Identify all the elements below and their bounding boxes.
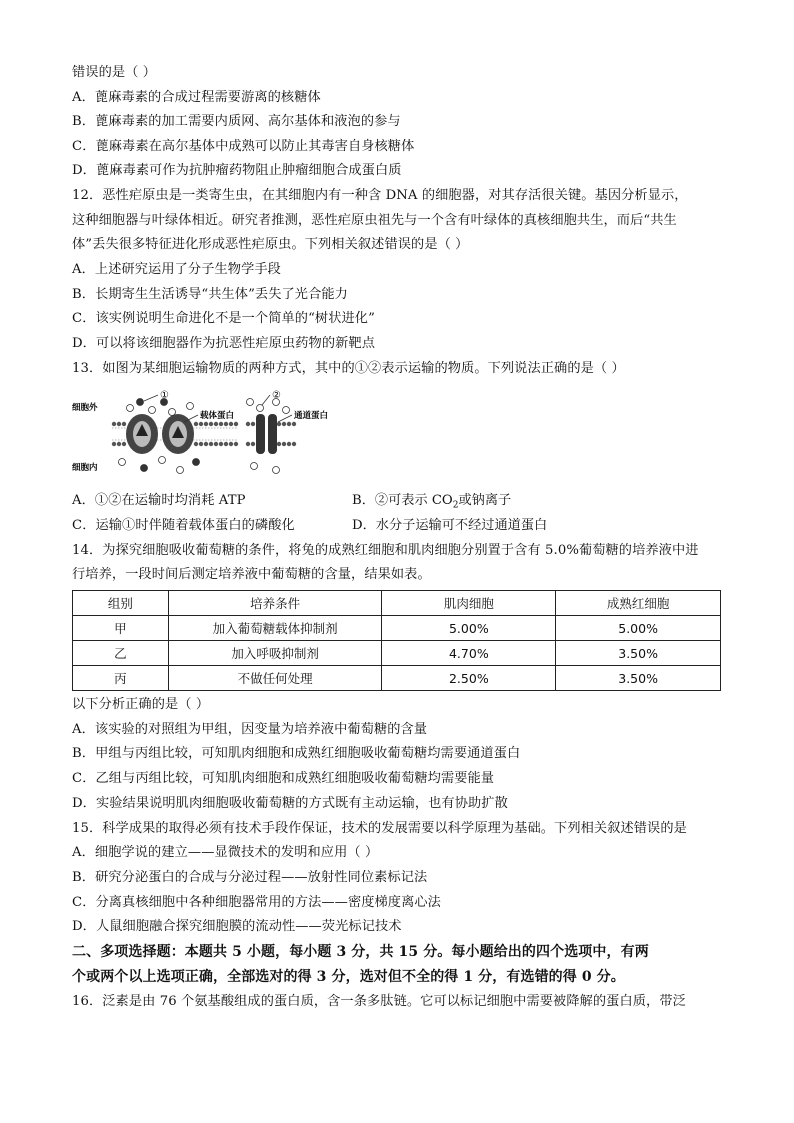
q14-after-table: 以下分析正确的是（ ）: [72, 697, 210, 712]
q14-option-a: A．该实验的对照组为甲组，因变量为培养液中葡萄糖的含量: [72, 722, 428, 737]
cell-condition: 加入呼吸抑制剂: [168, 641, 382, 666]
q11-stem-tail: 错误的是（ ）: [72, 65, 157, 80]
cell-rbc: 3.50%: [556, 641, 721, 666]
q11-option-a: A．蓖麻毒素的合成过程需要游离的核糖体: [72, 90, 321, 105]
q14-stem-line-2: 行培养，一段时间后测定培养液中葡萄糖的含量，结果如表。: [72, 567, 431, 582]
q13-option-c: C．运输①时伴随着载体蛋白的磷酸化: [72, 518, 295, 533]
q13-option-b-pre: B．②可表示 CO: [352, 493, 453, 508]
q11-option-b: B．蓖麻毒素的加工需要内质网、高尔基体和液泡的参与: [72, 114, 401, 129]
results-table: [72, 590, 721, 691]
q16-stem: 16．泛素是由 76 个氨基酸组成的蛋白质，含一条多肽链。它可以标记细胞中需要被降解的蛋白质，带泛: [72, 994, 686, 1009]
q13-option-d: D．水分子运输可不经过通道蛋白: [352, 518, 548, 533]
header-muscle-cell: 肌肉细胞: [382, 591, 556, 616]
cell-muscle: 4.70%: [382, 641, 556, 666]
header-group: 组别: [73, 591, 169, 616]
q15-option-b: B．研究分泌蛋白的合成与分泌过程——放射性同位素标记法: [72, 870, 428, 885]
label-channel: 通道蛋白: [294, 411, 329, 421]
q12-stem-line-1: 12．恶性疟原虫是一类寄生虫，在其细胞内有一种含 DNA 的细胞器，对其存活很关键。基因分析显示，: [72, 188, 688, 203]
q13-option-a: A．①②在运输时均消耗 ATP: [72, 493, 246, 508]
q15-option-a: A．细胞学说的建立——显微技术的发明和应用（ ）: [72, 845, 379, 860]
q12-option-b: B．长期寄生生活诱导“共生体”丢失了光合能力: [72, 287, 348, 302]
cell-group: 乙: [73, 641, 169, 666]
cell-condition: 不做任何处理: [168, 666, 382, 691]
cell-condition: 加入葡萄糖载体抑制剂: [168, 616, 382, 641]
q12-option-c: C．该实例说明生命进化不是一个简单的“树状进化”: [72, 311, 375, 326]
q13-option-b: [352, 492, 511, 515]
cell-group: 丙: [73, 666, 169, 691]
table-row: [73, 616, 721, 641]
cell-rbc: 5.00%: [556, 616, 721, 641]
label-carrier: 载体蛋白: [200, 411, 235, 421]
transport-diagram: [72, 388, 342, 480]
table-row: [73, 666, 721, 691]
q15-option-d: D．人鼠细胞融合探究细胞膜的流动性——荧光标记技术: [72, 919, 402, 934]
q15-option-c: C．分离真核细胞中各种细胞器常用的方法——密度梯度离心法: [72, 895, 441, 910]
q14-option-d: D．实验结果说明肌肉细胞吸收葡萄糖的方式既有主动运输，也有协助扩散: [72, 796, 508, 811]
label-inside: 细胞内: [72, 463, 98, 473]
table-header-row: [73, 591, 721, 616]
q13-stem: 13．如图为某细胞运输物质的两种方式，其中的①②表示运输的物质。下列说法正确的是（ ）: [72, 361, 625, 376]
carrier-protein-2: [162, 414, 194, 454]
header-red-blood-cell: 成熟红细胞: [556, 591, 721, 616]
header-condition: 培养条件: [168, 591, 382, 616]
q12-option-d: D．可以将该细胞器作为抗恶性疟原虫药物的新靶点: [72, 336, 375, 351]
section2-heading-line-2: 个或两个以上选项正确，全部选对的得 3 分，选对但不全的得 1 分，有选错的得 0 分。: [72, 969, 625, 985]
label-outside: 细胞外: [72, 403, 98, 413]
q13-option-b-sub: 2: [452, 500, 459, 511]
cell-muscle: 2.50%: [382, 666, 556, 691]
q11-option-c: C．蓖麻毒素在高尔基体中成熟可以防止其毒害自身核糖体: [72, 139, 415, 154]
q14-stem-line-1: 14．为探究细胞吸收葡萄糖的条件，将兔的成熟红细胞和肌肉细胞分别置于含有 5.0%葡萄糖的培养液中进: [72, 543, 699, 558]
channel-protein: [256, 414, 277, 454]
marker-2: ②: [272, 390, 281, 401]
cell-rbc: 3.50%: [556, 666, 721, 691]
q12-stem-line-2: 这种细胞器与叶绿体相近。研究者推测，恶性疟原虫祖先与一个含有叶绿体的真核细胞共生，而后“共生: [72, 213, 677, 228]
marker-1: ①: [160, 390, 169, 401]
table-row: [73, 641, 721, 666]
section2-heading-line-1: 二、多项选择题：本题共 5 小题，每小题 3 分，共 15 分。每小题给出的四个选项中，有两: [72, 944, 649, 960]
q14-option-b: B．甲组与丙组比较，可知肌肉细胞和成熟红细胞吸收葡萄糖均需要通道蛋白: [72, 746, 521, 761]
q15-stem: 15．科学成果的取得必须有技术手段作保证，技术的发展需要以科学原理为基础。下列相关叙述错误的是: [72, 821, 687, 836]
cell-muscle: 5.00%: [382, 616, 556, 641]
q14-option-c: C．乙组与丙组比较，可知肌肉细胞和成熟红细胞吸收葡萄糖均需要能量: [72, 771, 495, 786]
q12-stem-line-3: 体”丢失很多特征进化形成恶性疟原虫。下列相关叙述错误的是（ ）: [72, 237, 469, 252]
q13-option-b-post: 或钠离子: [458, 493, 512, 508]
q11-option-d: D．蓖麻毒素可作为抗肿瘤药物阻止肿瘤细胞合成蛋白质: [72, 163, 402, 178]
q12-option-a: A．上述研究运用了分子生物学手段: [72, 262, 281, 277]
carrier-protein-1: [126, 414, 158, 454]
cell-group: 甲: [73, 616, 169, 641]
